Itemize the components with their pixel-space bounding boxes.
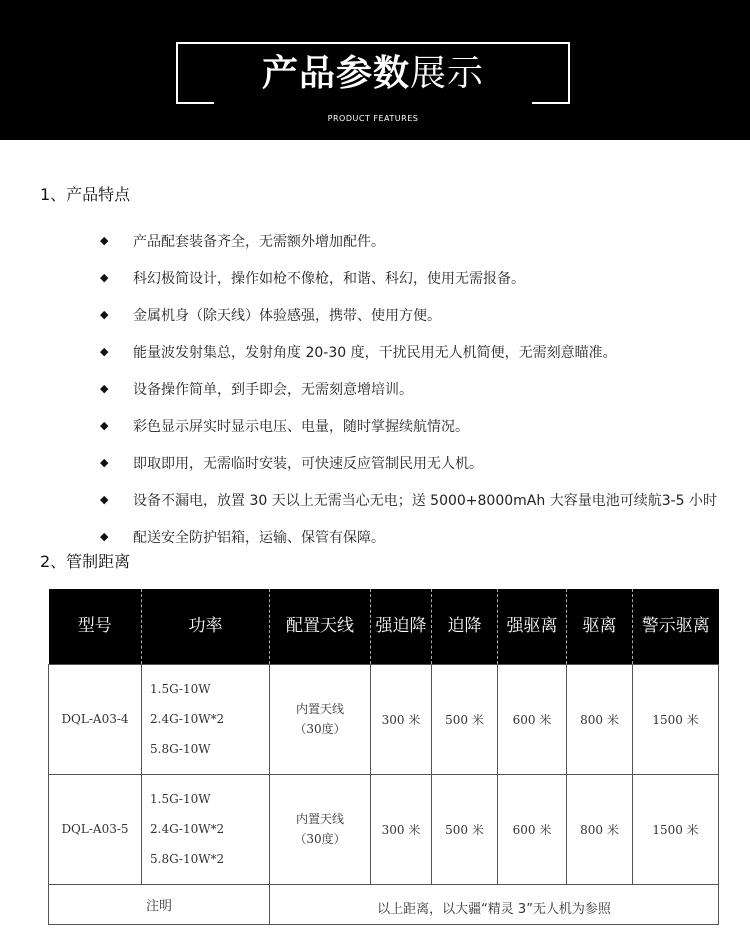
cell-forced-landing: 300 米 <box>371 664 432 774</box>
section-title-control-distance: 2、管制距离 <box>40 552 131 571</box>
feature-text: 科幻极简设计，操作如枪不像枪，和谐、科幻，使用无需报备。 <box>133 270 525 287</box>
title-bold: 产品参数 <box>261 53 410 94</box>
header-forced-landing: 强迫降 <box>371 589 432 664</box>
diamond-bullet-icon: ◆ <box>100 530 109 543</box>
diamond-bullet-icon: ◆ <box>100 271 109 284</box>
cell-model: DQL-A03-4 <box>49 664 142 774</box>
cell-power <box>142 774 270 884</box>
feature-item <box>100 370 750 407</box>
feature-text: 能量波发射集总，发射角度 20-30 度，干扰民用无人机简便，无需刻意瞄准。 <box>133 344 617 361</box>
cell-landing: 500 米 <box>432 774 498 884</box>
diamond-bullet-icon: ◆ <box>100 382 109 395</box>
cell-landing: 500 米 <box>432 664 498 774</box>
feature-text: 设备操作简单，到手即会，无需刻意增培训。 <box>133 381 413 398</box>
feature-text: 配送安全防护铝箱，运输、保管有保障。 <box>133 529 385 546</box>
diamond-bullet-icon: ◆ <box>100 493 109 506</box>
cell-expel: 800 米 <box>567 664 633 774</box>
spec-table <box>48 589 719 925</box>
cell-power <box>142 664 270 774</box>
power-line: 1.5G-10W <box>150 682 211 696</box>
header-warn-expel: 警示驱离 <box>633 589 719 664</box>
header-landing: 迫降 <box>432 589 498 664</box>
feature-item <box>100 481 750 518</box>
note-label: 注明 <box>49 884 270 924</box>
cell-forced-expel: 600 米 <box>498 774 567 884</box>
diamond-bullet-icon: ◆ <box>100 419 109 432</box>
diamond-bullet-icon: ◆ <box>100 456 109 469</box>
power-line: 2.4G-10W*2 <box>150 712 225 726</box>
power-line: 2.4G-10W*2 <box>150 822 225 836</box>
feature-text: 彩色显示屏实时显示电压、电量，随时掌握续航情况。 <box>133 418 469 435</box>
feature-list <box>100 222 750 555</box>
section-title-features: 1、产品特点 <box>40 185 131 204</box>
header-model: 型号 <box>49 589 142 664</box>
cell-antenna: 内置天线 （30度） <box>270 664 371 774</box>
power-line: 5.8G-10W*2 <box>150 852 225 866</box>
diamond-bullet-icon: ◆ <box>100 345 109 358</box>
note-text: 以上距离，以大疆“精灵 3”无人机为参照 <box>270 884 719 924</box>
header-antenna: 配置天线 <box>270 589 371 664</box>
header-power: 功率 <box>142 589 270 664</box>
feature-item <box>100 333 750 370</box>
power-line: 1.5G-10W <box>150 792 211 806</box>
feature-item <box>100 296 750 333</box>
power-line: 5.8G-10W <box>150 742 211 756</box>
cell-model: DQL-A03-5 <box>49 774 142 884</box>
table-note-row <box>49 884 719 924</box>
cell-antenna: 内置天线 （30度） <box>270 774 371 884</box>
title-light: 展示 <box>410 53 485 94</box>
feature-text: 金属机身（除天线）体验感强，携带、使用方便。 <box>133 307 441 324</box>
page-subtitle: PRODUCT FEATURES <box>327 114 419 123</box>
feature-text: 即取即用，无需临时安装，可快速反应管制民用无人机。 <box>133 455 483 472</box>
diamond-bullet-icon: ◆ <box>100 308 109 321</box>
cell-expel: 800 米 <box>567 774 633 884</box>
feature-text: 产品配套装备齐全，无需额外增加配件。 <box>133 233 385 250</box>
diamond-bullet-icon: ◆ <box>100 234 109 247</box>
table-row <box>49 664 719 774</box>
cell-warn-expel: 1500 米 <box>633 774 719 884</box>
header-forced-expel: 强驱离 <box>498 589 567 664</box>
feature-item <box>100 259 750 296</box>
cell-forced-expel: 600 米 <box>498 664 567 774</box>
feature-item <box>100 518 750 555</box>
page-title <box>176 50 570 98</box>
table-row <box>49 774 719 884</box>
header-expel: 驱离 <box>567 589 633 664</box>
feature-text: 设备不漏电，放置 30 天以上无需当心无电；送 5000+8000mAh 大容量电池可续航3-5 小时 <box>133 492 718 509</box>
header-banner <box>0 0 750 140</box>
feature-item <box>100 222 750 259</box>
feature-item <box>100 444 750 481</box>
cell-forced-landing: 300 米 <box>371 774 432 884</box>
table-header-row <box>49 589 719 664</box>
feature-item <box>100 407 750 444</box>
cell-warn-expel: 1500 米 <box>633 664 719 774</box>
